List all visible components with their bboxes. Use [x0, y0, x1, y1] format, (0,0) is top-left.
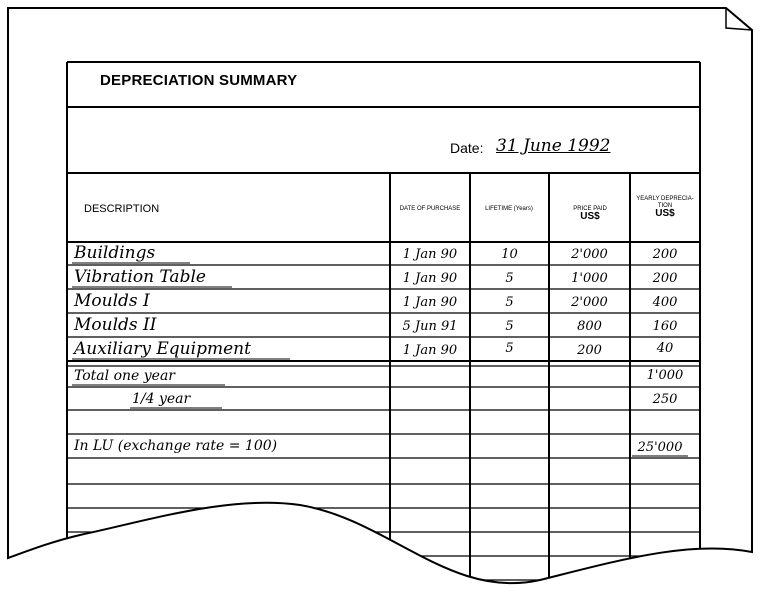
- row-description: Buildings: [74, 243, 156, 263]
- row-depreciation: 400: [652, 295, 678, 310]
- quarter-year-label: 1/4 year: [132, 391, 191, 407]
- lu-exchange-value: 25'000: [637, 440, 683, 455]
- row-lifetime: 5: [505, 341, 514, 356]
- row-depreciation: 160: [652, 319, 678, 334]
- row-price: 800: [577, 319, 602, 334]
- row-date: 1 Jan 90: [402, 295, 458, 310]
- row-price: 2'000: [571, 247, 608, 262]
- row-depreciation: 200: [652, 271, 678, 286]
- row-lifetime: 10: [501, 247, 518, 262]
- date-value: 31 June 1992: [496, 136, 611, 156]
- row-date: 1 Jan 90: [402, 343, 458, 358]
- yearly-depreciation-label: YEARLY DEPRECIA-TION: [636, 196, 694, 209]
- row-description: Moulds I: [74, 291, 150, 311]
- quarter-year-value: 250: [652, 392, 678, 407]
- total-one-year-value: 1'000: [646, 368, 684, 383]
- column-header-yearly-depreciation: [632, 196, 698, 217]
- row-depreciation: 200: [652, 247, 678, 262]
- price-paid-label: PRICE PAID: [573, 206, 607, 212]
- lu-exchange-label: In LU (exchange rate = 100): [74, 438, 278, 454]
- date-label: Date:: [450, 140, 484, 156]
- row-description: Auxiliary Equipment: [74, 339, 251, 359]
- document-title: DEPRECIATION SUMMARY: [100, 72, 298, 89]
- row-depreciation: 40: [656, 341, 674, 356]
- column-header-description: DESCRIPTION: [84, 203, 160, 215]
- row-description: Vibration Table: [74, 267, 206, 287]
- row-date: 5 Jun 91: [402, 319, 458, 334]
- column-header-price-paid: [551, 206, 629, 220]
- column-header-lifetime: LIFETIME (Years): [485, 206, 533, 212]
- row-lifetime: 5: [505, 295, 514, 310]
- row-lifetime: 5: [505, 271, 514, 286]
- row-price: 200: [577, 343, 602, 358]
- total-one-year-label: Total one year: [74, 368, 175, 384]
- yearly-depreciation-unit: US$: [655, 208, 675, 219]
- row-date: 1 Jan 90: [402, 271, 458, 286]
- price-paid-unit: US$: [580, 211, 600, 222]
- column-header-date-of-purchase: DATE OF PURCHASE: [399, 206, 461, 212]
- row-lifetime: 5: [505, 319, 514, 334]
- row-price: 2'000: [571, 295, 608, 310]
- row-price: 1'000: [571, 271, 608, 286]
- row-date: 1 Jan 90: [402, 247, 458, 262]
- row-description: Moulds II: [74, 315, 157, 335]
